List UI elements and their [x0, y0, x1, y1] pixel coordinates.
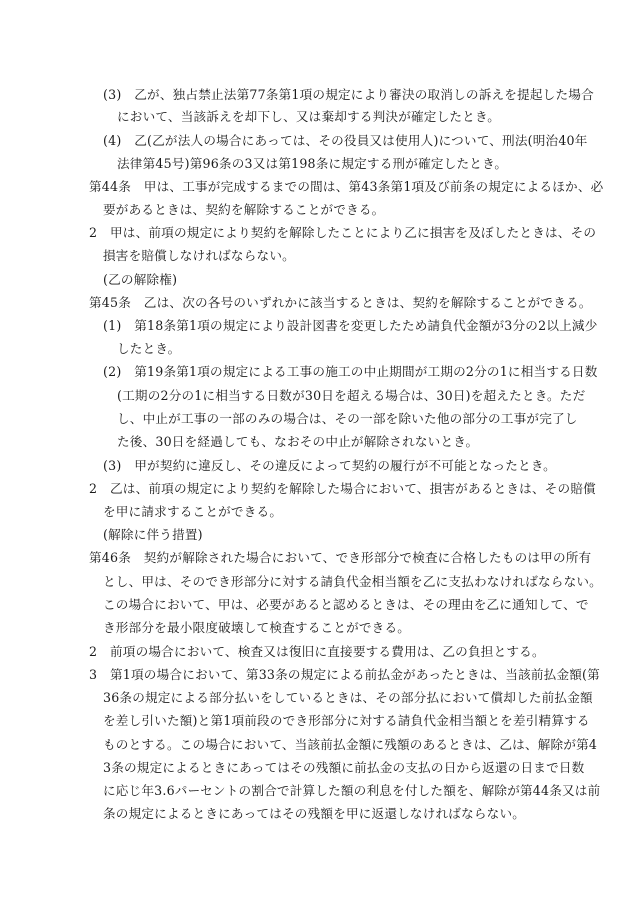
- article-46-para-3-line-7: 条の規定によるときにあってはその残額を甲に返還しなければならない。: [103, 806, 526, 821]
- article-45-item-2-line-2: (工期の2分の1に相当する日数が30日を超える場合は、30日)を超えたとき。ただ: [117, 388, 586, 403]
- article-45-para-2-line-2: を甲に請求することができる。: [103, 504, 283, 519]
- article-46-para-3-line-1: 3 第1項の場合において、第33条の規定による前払金があったときは、当該前払金額(第: [89, 667, 600, 682]
- heading-measures-on-termination: (解除に伴う措置): [103, 527, 203, 542]
- article-46-line-2: とし、甲は、そのでき形部分に対する請負代金相当額を乙に支払わなければならない。: [103, 574, 602, 589]
- article-45-item-2-line-1: (2) 第19条第1項の規定による工事の施工の中止期間が工期の2分の1に相当する日数: [103, 364, 598, 379]
- article-45-item-2-line-3: し、中止が工事の一部のみの場合は、その一部を除いた他の部分の工事が完了し: [117, 411, 578, 426]
- article-46-para-3-line-4: ものとする。この場合において、当該前払金額に残額のあるときは、乙は、解除が第4: [103, 737, 598, 752]
- article-46-line-1: 第46条 契約が解除された場合において、でき形部分で検査に合格したものは甲の所有: [89, 550, 592, 565]
- heading-contractor-termination: (乙の解除権): [103, 272, 178, 287]
- article-45-item-3: (3) 甲が契約に違反し、その違反によって契約の履行が不可能となったとき。: [103, 458, 556, 473]
- article-45-item-2-line-4: た後、30日を経過しても、なおその中止が解除されないとき。: [117, 434, 479, 449]
- article-45-para-2-line-1: 2 乙は、前項の規定により契約を解除した場合において、損害があるときは、その賠償: [89, 481, 596, 496]
- item-4-line-2: 法律第45号)第96条の3又は第198条に規定する刑が確定したとき。: [117, 156, 508, 171]
- item-4-line-1: (4) 乙(乙が法人の場合にあっては、その役員又は使用人)について、刑法(明治40年: [103, 133, 588, 148]
- article-44-line-1: 第44条 甲は、工事が完成するまでの間は、第43条第1項及び前条の規定によるほか、必: [89, 179, 604, 194]
- article-46-para-2: 2 前項の場合において、検査又は復旧に直接要する費用は、乙の負担とする。: [89, 644, 545, 659]
- article-45-item-1-line-2: したとき。: [117, 341, 181, 356]
- article-46-para-3-line-3: を差し引いた額)と第1項前段のでき形部分に対する請負代金相当額とを差引精算する: [103, 713, 590, 728]
- item-3-line-1: (3) 乙が、独占禁止法第77条第1項の規定により審決の取消しの訴えを提起した場合: [103, 87, 594, 102]
- article-46-para-3-line-5: 3条の規定によるときにあってはその残額に前払金の支払の日から返還の日まで日数: [103, 760, 585, 775]
- article-45-line-1: 第45条 乙は、次の各号のいずれかに該当するときは、契約を解除することができる。: [89, 295, 592, 310]
- article-46-para-3-line-2: 36条の規定による部分払いをしているときは、その部分払において償却した前払金額: [103, 690, 593, 705]
- item-3-line-2: において、当該訴えを却下し、又は棄却する判決が確定したとき。: [117, 109, 501, 124]
- article-44-para-2-line-2: 損害を賠償しなければならない。: [103, 248, 295, 263]
- article-44-line-2: 要があるときは、契約を解除することができる。: [103, 202, 385, 217]
- article-46-para-3-line-6: に応じ年3.6パーセントの割合で計算した額の利息を付した額を、解除が第44条又は前: [103, 783, 601, 798]
- article-46-line-3: この場合において、甲は、必要があると認めるときは、その理由を乙に通知して、で: [103, 597, 589, 612]
- article-45-item-1-line-1: (1) 第18条第1項の規定により設計図書を変更したため請負代金額が3分の2以上減少: [103, 318, 598, 333]
- article-46-line-4: き形部分を最小限度破壊して検査することができる。: [103, 620, 411, 635]
- article-44-para-2-line-1: 2 甲は、前項の規定により契約を解除したことにより乙に損害を及ぼしたときは、その: [89, 225, 597, 240]
